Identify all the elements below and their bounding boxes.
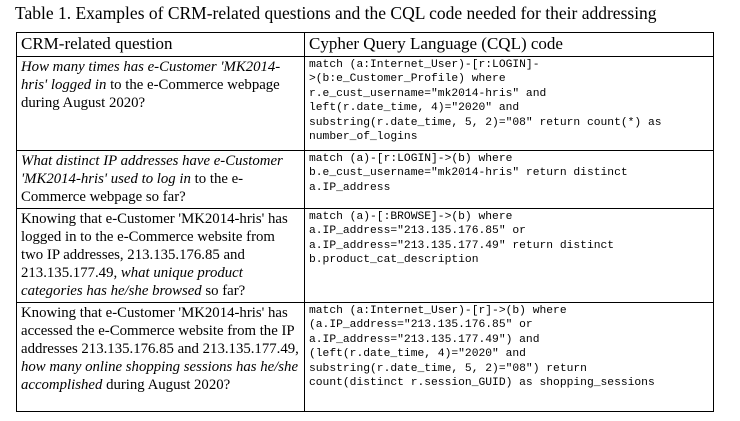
code-line: match (a:Internet_User)-[r:LOGIN]- xyxy=(309,59,540,71)
question-cell xyxy=(17,303,305,412)
code-line: match (a)-[r:LOGIN]->(b) where xyxy=(309,153,513,165)
question-cell xyxy=(17,209,305,303)
question-emphasis: How many times has e-Customer 'MK2014-hris' logged in xyxy=(21,59,281,93)
header-code: Cypher Query Language (CQL) code xyxy=(305,33,714,57)
code-line: count(distinct r.session_GUID) as shopping_sessions xyxy=(309,377,655,390)
table-header-row xyxy=(17,33,714,57)
code-line: >(b:e_Customer_Profile) where xyxy=(309,73,506,86)
code-line: substring(r.date_time, 5, 2)="08" return count(*) as xyxy=(309,116,662,129)
table-row xyxy=(17,151,714,209)
code-cell xyxy=(305,57,714,151)
code-cell xyxy=(305,151,714,209)
table-row xyxy=(17,57,714,151)
question-emphasis: what unique product categories has he/she browsed xyxy=(21,265,243,299)
question-cell xyxy=(17,151,305,209)
code-line: a.IP_address="213.135.177.49" return distinct xyxy=(309,239,615,252)
code-line: a.IP_address="213.135.176.85" or xyxy=(309,225,526,238)
code-line: match (a)-[:BROWSE]->(b) where xyxy=(309,211,513,223)
code-line: b.e_cust_username="mk2014-hris" return distinct xyxy=(309,167,628,180)
code-line: a.IP_address xyxy=(309,181,391,194)
code-cell xyxy=(305,303,714,412)
crm-cql-table xyxy=(16,32,714,412)
code-line: substring(r.date_time, 5, 2)="08") return xyxy=(309,362,587,375)
code-line: match (a:Internet_User)-[r]->(b) where xyxy=(309,305,567,317)
code-cell xyxy=(305,209,714,303)
code-line: (a.IP_address="213.135.176.85" or xyxy=(309,319,533,332)
code-line: b.product_cat_description xyxy=(309,254,479,267)
question-text: Knowing that e-Customer 'MK2014-hris' has accessed the e-Commerce website from the IP addresses 213.135.176.85 and 213.135.177.49, xyxy=(21,305,299,357)
code-line: r.e_cust_username="mk2014-hris" and xyxy=(309,87,547,100)
question-text: during August 2020? xyxy=(102,377,231,393)
question-text: to the e-Commerce webpage so far? xyxy=(21,171,244,205)
code-line: number_of_logins xyxy=(309,131,418,144)
question-cell xyxy=(17,57,305,151)
question-text: Knowing that e-Customer 'MK2014-hris' has logged in to the e-Commerce website from two IP addresses, 213.135.176.85 and 213.135.177.49, xyxy=(21,211,288,281)
table-caption: Table 1. Examples of CRM-related questions and the CQL code needed for their addressing xyxy=(15,3,657,23)
code-line: (left(r.date_time, 4)="2020" and xyxy=(309,348,526,361)
code-line: a.IP_address="213.135.177.49") and xyxy=(309,333,540,346)
question-text: to the e-Commerce webpage during August 2020? xyxy=(21,77,280,111)
question-text: so far? xyxy=(201,283,246,299)
code-line: left(r.date_time, 4)="2020" and xyxy=(309,102,520,115)
header-question: CRM-related question xyxy=(17,33,305,57)
question-emphasis: how many online shopping sessions has he/she accomplished xyxy=(21,359,299,393)
table-row xyxy=(17,303,714,412)
question-emphasis: What distinct IP addresses have e-Customer 'MK2014-hris' used to log in xyxy=(21,153,283,187)
table-row xyxy=(17,209,714,303)
